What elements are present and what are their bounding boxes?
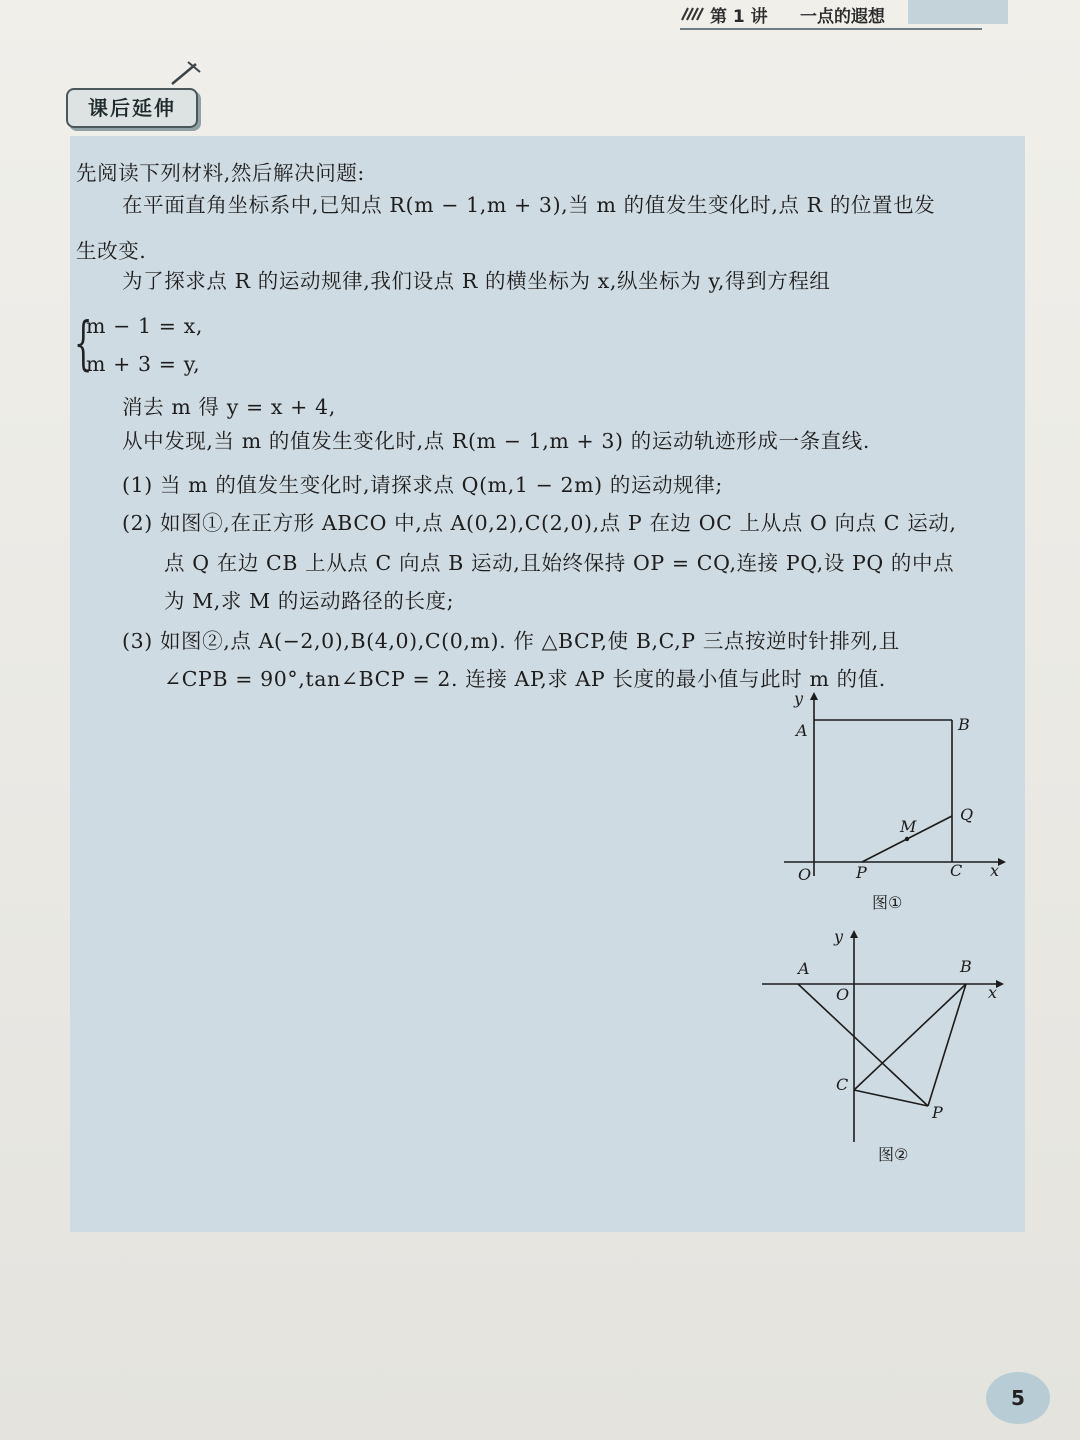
figure-2-label-B: B <box>960 957 972 976</box>
figure-1-label-Q: Q <box>960 805 974 824</box>
figure-2-x-arrow <box>996 980 1004 988</box>
conclusion-text: 从中发现,当 m 的值发生变化时,点 R(m − 1,m + 3) 的运动轨迹形成一条直线. <box>122 429 870 453</box>
figure-1-caption: 图① <box>872 893 903 912</box>
figure-1-point-M <box>905 837 909 841</box>
material-paragraph-1-line-1: 在平面直角坐标系中,已知点 R(m − 1,m + 3),当 m 的值发生变化时,点 R 的位置也发 <box>122 193 936 217</box>
eliminate-text: 消去 m 得 y = x + 4, <box>122 395 336 419</box>
intro-text: 先阅读下列材料,然后解决问题: <box>76 161 365 185</box>
section-label: 课后延伸 <box>66 88 198 128</box>
figure-1-y-arrow <box>810 692 818 700</box>
figure-2-segment-CP <box>854 1090 928 1106</box>
lecture-title: 一点的遐想 <box>800 7 885 27</box>
figure-1-label-y: y <box>794 689 804 708</box>
figure-2-caption: 图② <box>878 1145 909 1164</box>
figure-2-label-x: x <box>988 983 998 1002</box>
question-3-line-2: ∠CPB = 90°,tan∠BCP = 2. 连接 AP,求 AP 长度的最小值与此时 m 的值. <box>164 667 886 691</box>
running-header <box>680 0 982 30</box>
figure-1-label-P: P <box>856 863 867 882</box>
header-tab-background <box>908 0 1008 24</box>
question-2-line-3: 为 M,求 M 的运动路径的长度; <box>164 589 455 613</box>
figure-1-x-arrow <box>998 858 1006 866</box>
lecture-number: 第 1 讲 <box>710 7 768 27</box>
pencil-icon <box>168 58 204 88</box>
system-equation-2: m + 3 = y, <box>86 352 201 376</box>
question-3-line-1: (3) 如图②,点 A(−2,0),B(4,0),C(0,m). 作 △BCP,使 B,C,P 三点按逆时针排列,且 <box>122 629 900 653</box>
figure-2-label-A: A <box>798 959 810 978</box>
figure-2-label-C: C <box>836 1075 849 1094</box>
figure-1-label-B: B <box>958 715 970 734</box>
figure-1 <box>770 680 1020 920</box>
header-stripes-icon <box>680 6 704 22</box>
page-number: 5 <box>986 1372 1050 1424</box>
material-paragraph-1-line-2: 生改变. <box>76 239 147 263</box>
figure-1-label-M: M <box>900 817 917 836</box>
figure-2-y-arrow <box>850 930 858 938</box>
figure-2 <box>760 920 1020 1170</box>
figure-2-segment-AP <box>798 984 928 1106</box>
question-1: (1) 当 m 的值发生变化时,请探求点 Q(m,1 − 2m) 的运动规律; <box>122 473 723 497</box>
figure-2-label-O: O <box>836 985 850 1004</box>
figure-2-label-y: y <box>834 927 844 946</box>
figure-2-label-P: P <box>932 1103 943 1122</box>
figure-1-label-O: O <box>798 865 812 884</box>
figure-1-label-A: A <box>796 721 808 740</box>
equation-system-brace: { <box>74 309 93 377</box>
figure-1-label-x: x <box>990 861 1000 880</box>
question-2-line-2: 点 Q 在边 CB 上从点 C 向点 B 运动,且始终保持 OP = CQ,连接 PQ,设 PQ 的中点 <box>164 551 955 575</box>
question-2-line-1: (2) 如图①,在正方形 ABCO 中,点 A(0,2),C(2,0),点 P 在边 OC 上从点 O 向点 C 运动, <box>122 511 957 535</box>
figure-1-label-C: C <box>950 861 963 880</box>
material-paragraph-2-line-1: 为了探求点 R 的运动规律,我们设点 R 的横坐标为 x,纵坐标为 y,得到方程组 <box>122 269 831 293</box>
system-equation-1: m − 1 = x, <box>86 314 203 338</box>
